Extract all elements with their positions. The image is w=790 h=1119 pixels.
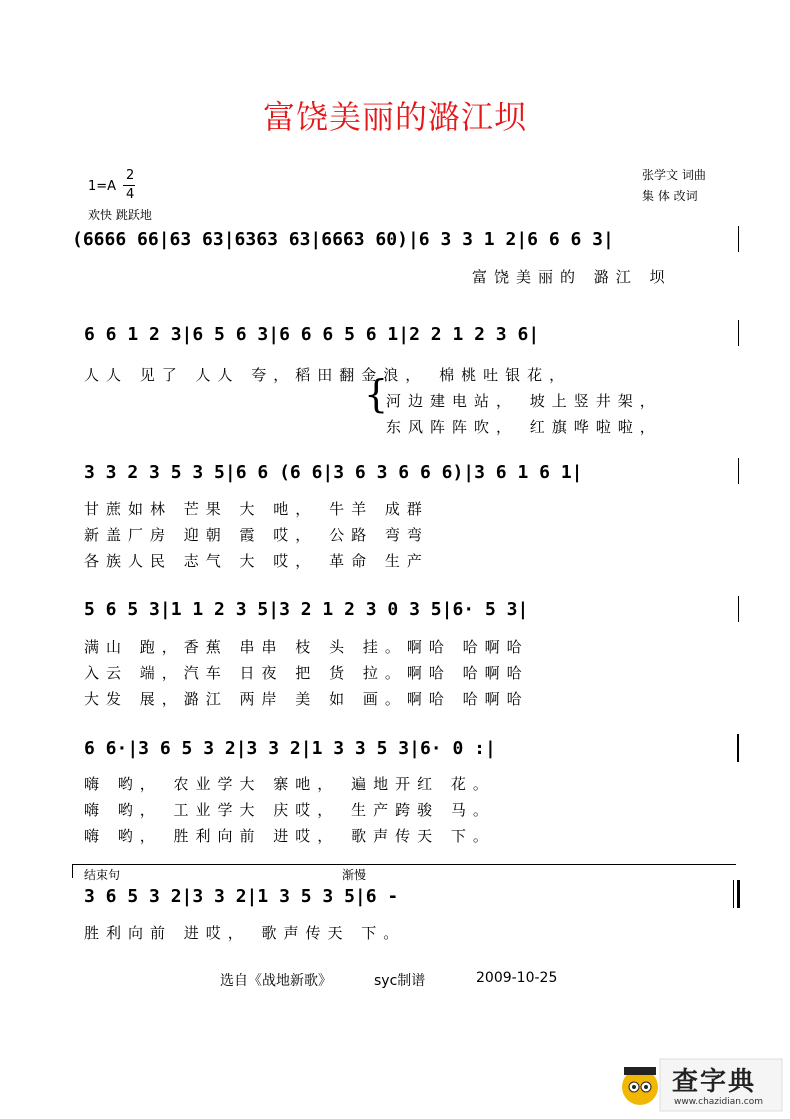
logo-url: www.chazidian.com bbox=[674, 1097, 764, 1107]
page-title: 富饶美丽的潞江坝 bbox=[262, 98, 527, 136]
lyric-row-4-verse-3: 大发 展，潞江 两岸 美 如 画。啊哈 哈啊哈 bbox=[84, 690, 529, 708]
lyric-row-1: 富饶美丽的 潞江 坝 bbox=[472, 268, 672, 286]
final-barline-thick bbox=[737, 880, 740, 908]
notation-row-2: 6 6 1 2 3|6 5 6 3|6 6 6 5 6 1|2 2 1 2 3 6| bbox=[84, 324, 540, 345]
source-note: 选自《战地新歌》 bbox=[220, 973, 332, 989]
lyric-row-3-verse-1: 甘蔗如林 芒果 大 吔， 牛羊 成群 bbox=[84, 500, 429, 518]
credit-lyric-revision: 集 体 改词 bbox=[642, 189, 698, 203]
lyric-row-4-verse-2: 入云 端，汽车 日夜 把 货 拉。啊哈 哈啊哈 bbox=[84, 664, 529, 682]
lyric-row-3-verse-2: 新盖厂房 迎朝 霞 哎， 公路 弯弯 bbox=[84, 526, 429, 544]
tempo-change-mark: 渐慢 bbox=[342, 868, 367, 882]
transcriber: syc制谱 bbox=[374, 973, 426, 989]
lyric-row-5-verse-1: 嗨 哟， 农业学大 寨吔， 遍地开红 花。 bbox=[84, 775, 495, 793]
ending-bracket-left bbox=[72, 864, 73, 878]
credit-composer: 张学文 词曲 bbox=[642, 168, 706, 182]
time-signature-bar bbox=[123, 185, 135, 186]
site-logo bbox=[614, 1057, 784, 1113]
barline bbox=[738, 320, 739, 346]
lyric-row-2-verse-2: 河边建电站， 坡上竖井架， bbox=[386, 392, 662, 410]
lyric-row-6: 胜利向前 进哎， 歌声传天 下。 bbox=[84, 924, 406, 942]
notation-row-5: 6 6·|3 6 5 3 2|3 3 2|1 3 3 5 3|6· 0 :| bbox=[84, 738, 496, 759]
time-signature-bottom: 4 bbox=[126, 187, 135, 202]
notation-row-1: (6666 66|63 63|6363 63|6663 60)|6 3 3 1 2|6 6 6 3| bbox=[72, 229, 614, 250]
final-barline-thin bbox=[733, 880, 734, 908]
time-signature-top: 2 bbox=[126, 168, 135, 183]
lyric-row-3-verse-3: 各族人民 志气 大 哎， 革命 生产 bbox=[84, 552, 429, 570]
key-signature: 1=A bbox=[88, 179, 117, 194]
barline bbox=[738, 226, 739, 252]
date: 2009-10-25 bbox=[476, 970, 558, 986]
notation-row-6: 3 6 5 3 2|3 3 2|1 3 5 3 5|6 - bbox=[84, 886, 399, 907]
ending-bracket bbox=[72, 864, 736, 865]
repeat-barline bbox=[737, 734, 739, 762]
tempo-marking: 欢快 跳跃地 bbox=[88, 208, 152, 222]
lyric-row-4-verse-1: 满山 跑，香蕉 串串 枝 头 挂。啊哈 哈啊哈 bbox=[84, 638, 529, 656]
lyric-row-2-verse-3: 东风阵阵吹， 红旗哗啦啦， bbox=[386, 418, 662, 436]
barline bbox=[738, 596, 739, 622]
notation-row-3: 3 3 2 3 5 3 5|6 6 (6 6|3 6 3 6 6 6)|3 6 1 6 1| bbox=[84, 462, 583, 483]
logo-text: 查字典 bbox=[672, 1067, 757, 1097]
barline bbox=[738, 458, 739, 484]
verse-brace: { bbox=[364, 372, 389, 416]
ending-label: 结束句 bbox=[84, 868, 121, 882]
notation-row-4: 5 6 5 3|1 1 2 3 5|3 2 1 2 3 0 3 5|6· 5 3| bbox=[84, 599, 529, 620]
lyric-row-5-verse-3: 嗨 哟， 胜利向前 进哎， 歌声传天 下。 bbox=[84, 827, 495, 845]
lyric-row-5-verse-2: 嗨 哟， 工业学大 庆哎， 生产跨骏 马。 bbox=[84, 801, 495, 819]
lyric-row-2-verse-1: 人人 见了 人人 夸，稻田翻金浪， 棉桃吐银花， bbox=[84, 366, 572, 384]
